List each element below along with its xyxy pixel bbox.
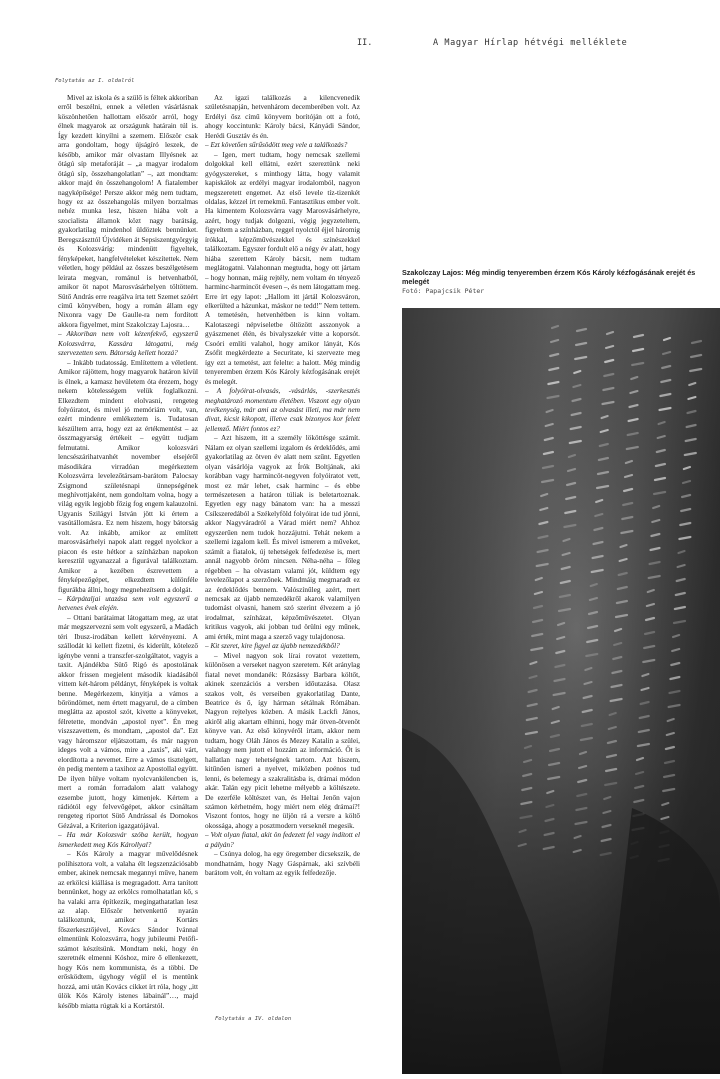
photo-caption: Szakolczay Lajos: Még mindig tenyeremben érzem Kós Károly kézfogásának erejét és melegét xyxy=(402,268,696,287)
article-paragraph: – Csúnya dolog, ha egy öregember dicsekszik, de mondhatnám, hogy Nagy Gáspárnak, aki szívbéli barátom volt, én voltam az egyik felfedezője. xyxy=(205,850,360,878)
portrait-photo xyxy=(402,308,720,1074)
article-paragraph: – Kós Károly a magyar művelődésnek polihisztora volt, a valaha élt legszenzációsabb ember, akinek nemcsak megannyi műve, hanem az erkölcsi kiállása is megragadott. Arra tanított bennünket, hogy az erkölcs romolhatatlan kő, s ha valaki arra építkezik, megingathatatlan lesz az alap. Először hetvenkettő nyarán találkoztunk, amikor a Kortárs főszerkesztőjével, Kovács Sándor Ivánnal elmentünk Kolozsvárra, hogy jubileumi Petőfi-számot készítsünk. Mondtam neki, hogy én szeretnék elmenni Kóshoz, mire ő ellenkezett, hogy Kós nem kommunista, és a többi. De erősködtem, úgyhogy végül el is mentünk hozzá, ami után Kovács cikket írt róla, hogy „itt ülök Kós Károly istenes lábainál”…, majd később miatta rúgtak ki a Kortárstól. xyxy=(58,850,198,1010)
interview-question: – Kit szeret, kire figyel az újabb nemzedékből? xyxy=(205,642,340,651)
continued-from-note: Folytatás az I. oldalról xyxy=(55,78,135,84)
interview-question: – Ha már Kolozsvár szóba került, hogyan ismerkedett meg Kós Károllyal? xyxy=(58,831,198,849)
article-paragraph: – Inkább tudatosság. Említettem a véletlent. Amikor rájöttem, hogy magyarok határon kívül is élnek, a kamasz hevületem óta érezem, hogy nekem kötelességem velük foglalkozni. Elkezdtem mindent elolvasni, rengeteg folyóiratot, és mivel jó memóriám volt, van, ezért mindenre emlékeztem is. Tudatosan készültem arra, hogy ezt az értékmentést – az összmagyarság értékeit – együtt tudjam felmutatni. Amikor kolozsvári lencsészárihatvanhét november elsejéről másodikára virradóan megérkeztem Kolozsvárra levelezőtársam-barátom Palocsay Zsigmond születésnapi ünnepségének meghívottjaként, nem gondoltam volna, hogy a világ egyik legjobb főzig fog engem kalauzolni. Ugyanis Szilágyi István jött ki értem a vasútállomásra. Ez nem hiszem, hogy bátorság volt. Az inkább, amikor az említett marosvásárhelyi napok alatt reggel nyolckor a piacon és este hétkor a színházban napokon keresztül ugyanazzal a figurával találkoztam. Amikor a kezében észrevettem a fényképezőgépet, elkezdtem különféle figurákba állni, hogy megnehezítsem a dolgát. xyxy=(58,358,198,594)
page-header xyxy=(0,38,720,52)
continued-to-note: Folytatás a IV. oldalon xyxy=(215,1016,292,1022)
page-number: II. xyxy=(357,38,373,48)
interview-question: – Kárpátaljai utazása sem volt egyszerű a hetvenes évek elején. xyxy=(58,595,198,613)
interview-question: – Volt olyan fiatal, akit ön fedezett fel vagy indított el a pályán? xyxy=(205,831,360,849)
interview-question: – A folyóirat-olvasás, -vásárlás, -szerkesztés meghatározó momentum életében. Viszont egy olyan tevékenység, már ami az olvasást illeti, ma már nem divat, kicsit kikopott, illetve csak bizonyos kor felett jellemző. Miért fontos ez? xyxy=(205,387,360,433)
article-paragraph: Mivel az iskola és a szülő is féltek akkoriban erről beszélni, ennek a véletlen vásárlásnak köszönhetően hallottam először arról, hogy élnek magyarok az országunk határain túl is. Így kezdett kinyílni a szemem. Először csak arra gondoltam, hogy újságíró leszek, de később, amikor már olvastam Illyésnek az ötágú síp metaforáját – „a magyar irodalom ötágú síp, összehangolatlan” –, azt mondtam: akkor majd én összehangolom! A fiatalember nagyképűsége! Persze akkor még nem tudtam, hogy ez az összehangolás milyen borzalmas nehéz munka lesz, hiszen hiába volt a szocialista államok közt nagy barátság, gyakorlatilag mindenhol üldöztek bennünket. Beregszászttól Újvidéken át Sepsiszentgyörgyig és Kolozsváríg: mindenütt figyeltek, fényképeket, hangfelvételeket készítettek. Nem véletlen, hogy például az összes beszélgetésem leirata megvan, románul is hetvenhatból, amikor öt napot Marosvásárhelyen töltöttem. Sütő András erre reagálva írta tett Szemet szóért című könyvében, hogy a román állam egy Nixonra vagy De Gaulle-ra nem fordított akkora figyelmet, mint Szakolczay Lajosra… xyxy=(58,94,198,329)
article-paragraph: Az igazi találkozás a kilencvenedik születésnapján, hetvenhárom decemberében volt. Az Erdélyi ősz című könyvem borítóján ott a fotó, ahogy koccintunk: Károly bácsi, Kányádi Sándor, Herédi Gusztáv és én. xyxy=(205,94,360,140)
article-paragraph: – Ottani barátaimat látogattam meg, az utat már megszervezni sem volt egyszerű, a Madách téri Ibusz-irodában kellett kérvényezni. A szállodát ki kellett fizetni, és kiderült, kötelező igénybe venni a transzfer-szolgáltatot, vagyis a taxit. Ajándékba Sütő Rigó és apostolának akkor frissen megjelent második kiadásából vittem két-három példányt, fényképek is voltak benne. Megérkezem, kinyitja a vámos a bőröndömet, nem értett magyarul, de a címben meglátta az apostol szót, kivette a könyveket, félretette, mondván „apostol nyet”. Én meg viszszavettem, és mondtam, „apostol da”. Ezt vagy háromszor eljátszottam, és már nagyon ideges volt a vámos, mire a „taxis”, aki várt, elordította a nevemet. Erre a vámos tisztelgett, én pedig mentem a taxihoz az Apostollal együtt. De ilyen hülye voltam nyolcvankilencben is, mert a román forradalom alatt valahogy ezsembe jutott, hogy kimenjek. Kértem a rádiótól egy felvevőgépet, akkor csináltam rengeteg riportot Sütő Andrással és Domokos Gézával, a Kriterion igazgatójával. xyxy=(58,613,198,830)
article-paragraph: – Igen, mert tudtam, hogy nemcsak szellemi dolgokkal kell ellátni, ezért szereztünk neki gyógyszereket, s minthogy látta, hogy valamit kapiskálok az erdélyi magyar irodalomból, nagyon megszeretett engemet. Az első levele tíz-tizenkét oldalas, kézzel írt remekmű. Fantasztikus ember volt. Ha kimentem Kolozsvárra vagy Marosvásárhelyre, azért, hogy tudjak dolgozni, végig jegyzeteltem, figyeltem a színházban, reggel nyolctól éjjel háromig írókkal, képzőművészekkel és színészekkel találkoztam. Egyszer fordult elő a négy év alatt, hogy hiába szerettem Károly bácsit, nem tudtam meglátogatni. Valahonnan megtudta, hogy ott jártam – hogy honnan, máig rejtély, nem voltam én tényező harminc-harmincöt évesen –, és nem látogattam meg. Erre írt egy lapot: „Hallom itt jártál Kolozsváron, elkerülted a házunkat, máskor ne tedd!” Nem tettem. A temetésén, hetvenhétben is kinn voltam. Kalotaszegi népviseletbe öltözött asszonyok a gyászmenet élén, és bivalyszekér vitte a koporsót. Csoóri említi valahol, hogy amikor lányát, Kós Zsófit megkérdezte a Securitate, ki szervezte meg így ezt a temetést, azt felelte: a halott. Még mindig tenyeremben érzem Kós Károly kézfogásának erejét és melegét. xyxy=(205,150,360,386)
interview-question: – Ezt követően sűrűsödött meg vele a találkozás? xyxy=(205,141,348,150)
publication-title: A Magyar Hírlap hétvégi melléklete xyxy=(433,38,628,48)
photo-caption-block xyxy=(402,268,712,295)
article-column-1 xyxy=(58,94,198,1059)
photo-credit: Fotó: Papajcsik Péter xyxy=(402,287,485,296)
article-column-2 xyxy=(205,94,360,1018)
interview-question: – Akkoriban nem volt kézenfekvő, egyszerű Kolozsvárra, Kassára látogatni, még szervezetten sem. Bátorság kellett hozzá? xyxy=(58,330,198,358)
article-paragraph: – Azt hiszem, itt a személy lökött​ésge számít. Nálam ez olyan szellemi izgalom és érdeklődés, ami gyakorlatilag az ötven év alatt nem szűnt. Egyetlen olyan vásárlója vagyok az Írók Boltjának, aki korábban vagy harmincöt-negyven folyóiratot vett, most ez már lehet, csak harminc – és ebbe természetesen a határon túliak is beletartoznak. Egyetlen egy nagy bánatom van: ha a messzi Csíkszeredából a Székelyföld folyóirat ide tud jönni, akkor Nagyváradról a Várad miért nem? Ahhoz egyszerűen nem tudok hozzájutni. Tehát nekem a szellemi izgalom kell. És mivel ismerem a műveket, számít a fiatalok, új tehetségek felfedezése is, mert annál nagyobb öröm nincsen. Néha-néha – főleg régebben – ha olvastam valami jót, küldtem egy levelezőlapot a szerzőnek. Mindmáig megmaradt ez az érdeklődés bennem. Valószínűleg azért, mert nemcsak az újabb nemzedékről akarok valamilyen tudomást olvasni, hanem szó szerint élvezem a jó irodalmat, színházat, képzőművészetet. Olyan kritikus vagyok, aki jobban tud örülni egy műnek, ami érték, mint maga a szerző vagy tulajdonosa. xyxy=(205,434,360,641)
article-paragraph: – Mivel nagyon sok lírai rovatot vezettem, különösen a verseket nagyon szeretem. Két aránylag fiatal nevet mondanék: Rózsássy Barbara költőt, akinek szenzációs a versben időutazása. Olasz szakos volt, és verseiben gyakorlatilag Dante, Beatrice és ő, így hárman sétálnak Rómában. Nagyon rejtelyes közben. A másik Lackfi János, akiről alig akartam elhinni, hogy már ötven-ötvenöt könyve van. Az első könyvéről írtam, akkor nem tudtam, hogy Oláh János és Mezey Katalin a szülei, valahogy nem jutott el hozzám az információ. Őt is hallatlan nagy tehetségnek tartom. Azt hiszem, kitűnően ismeri a nyelvet, miközben poénos tud lenni, és belemegy a szakralitásba is, drámai módon akár. Talán egy picit lehetne mélyebb a költészete. De ezerféle költészet van, és Heltai Jenőn vajon számon kérhetném, hogy miért nem elég drámai?! Viszont fontos, hogy ne üljön rá a versre a költő okossága, ahogy a posztmodern verseknél megesik. xyxy=(205,651,360,830)
